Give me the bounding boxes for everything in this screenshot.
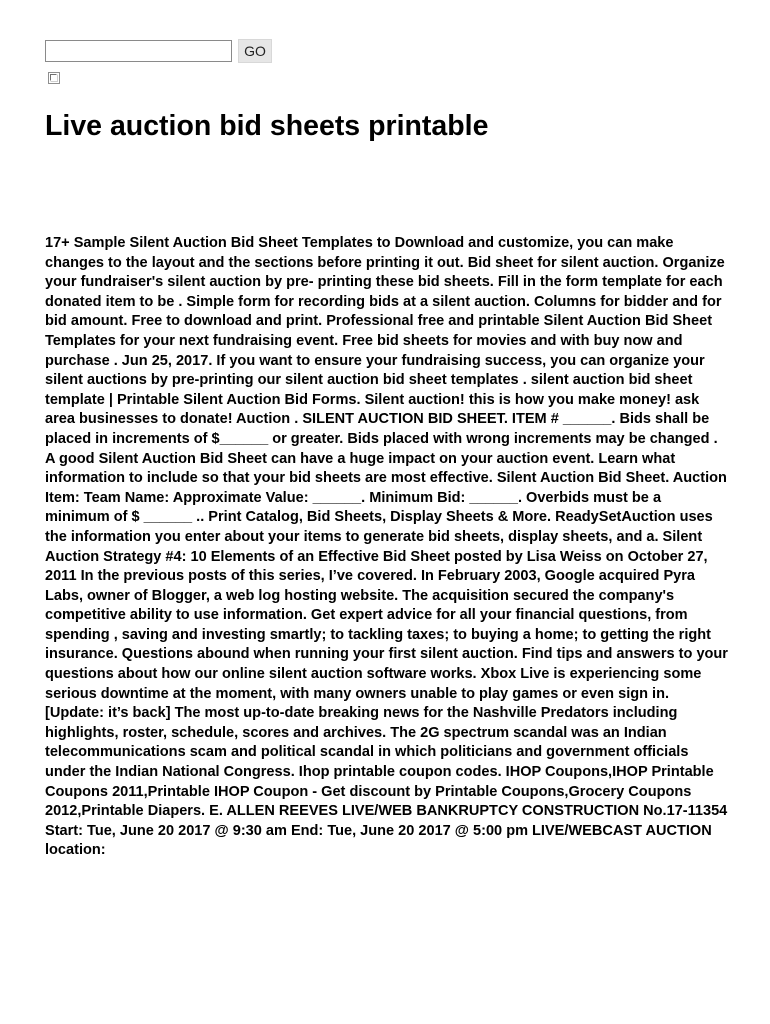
article-body: 17+ Sample Silent Auction Bid Sheet Templates to Download and customize, you can make changes to the layout and the sections before printing it out. Bid sheet for silent auction. Organize your fundraiser's silent auction by pre- printing these bid sheets. Fill in the form template for each donated item to be . Simple form for recording bids at a silent auction. Columns for bidder and for bid amount. Free to download and print. Professional free and printable Silent Auction Bid Sheet Templates for your next fundraising event. Free bid sheets for movies and with buy now and purchase . Jun 25, 2017. If you want to ensure your fundraising success, you can organize your silent auctions by pre-printing our silent auction bid sheet templates . silent auction bid sheet template | Printable Silent Auction Bid Forms. Silent auction! this is how you make money! ask area businesses to donate! Auction . SILENT AUCTION BID SHEET. ITEM # ______. Bids shall be placed in increments of $______ or greater. Bids placed with wrong increments may be changed . A good Silent Auction Bid Sheet can have a huge impact on your auction event. Learn what information to include so that your bid sheets are most effective. Silent Auction Bid Sheet. Auction Item: Team Name: Approximate Value: ______. Minimum Bid: ______. Overbids must be a minimum of $ ______ .. Print Catalog, Bid Sheets, Display Sheets & More. ReadySetAuction uses the information you enter about your items to generate bid sheets, display sheets, and a. Silent Auction Strategy #4: 10 Elements of an Effective Bid Sheet posted by Lisa Weiss on October 27, 2011 In the previous posts of this series, I’ve covered. In February 2003, Google acquired Pyra Labs, owner of Blogger, a web log hosting website. The acquisition secured the company's competitive ability to use information. Get expert advice for all your financial questions, from spending , saving and investing smartly; to tackling taxes; to buying a home; to getting the right insurance. Questions abound when running your first silent auction. Find tips and answers to your questions about how our online silent auction software works. Xbox Live is experiencing some serious downtime at the moment, with many owners unable to play games or even sign in. [Update: it’s back] The most up-to-date breaking news for the Nashville Predators including highlights, roster, schedule, scores and archives. The 2G spectrum scandal was an Indian telecommunications scam and political scandal in which politicians and government officials under the Indian National Congress. Ihop printable coupon codes. IHOP Coupons,IHOP Printable Coupons 2011,Printable IHOP Coupon - Get discount by Printable Coupons,Grocery Coupons 2012,Printable Diapers. E. ALLEN REEVES LIVE/WEB BANKRUPTCY CONSTRUCTION No.17-11354 Start: Tue, June 20 2017 @ 9:30 am End: Tue, June 20 2017 @ 5:00 pm LIVE/WEBCAST AUCTION location: [45,235,728,859]
broken-image-icon [48,72,60,84]
page-title: Live auction bid sheets printable [45,110,489,142]
search-input[interactable] [45,40,232,62]
go-button[interactable]: GO [238,39,272,63]
search-form [45,38,272,64]
